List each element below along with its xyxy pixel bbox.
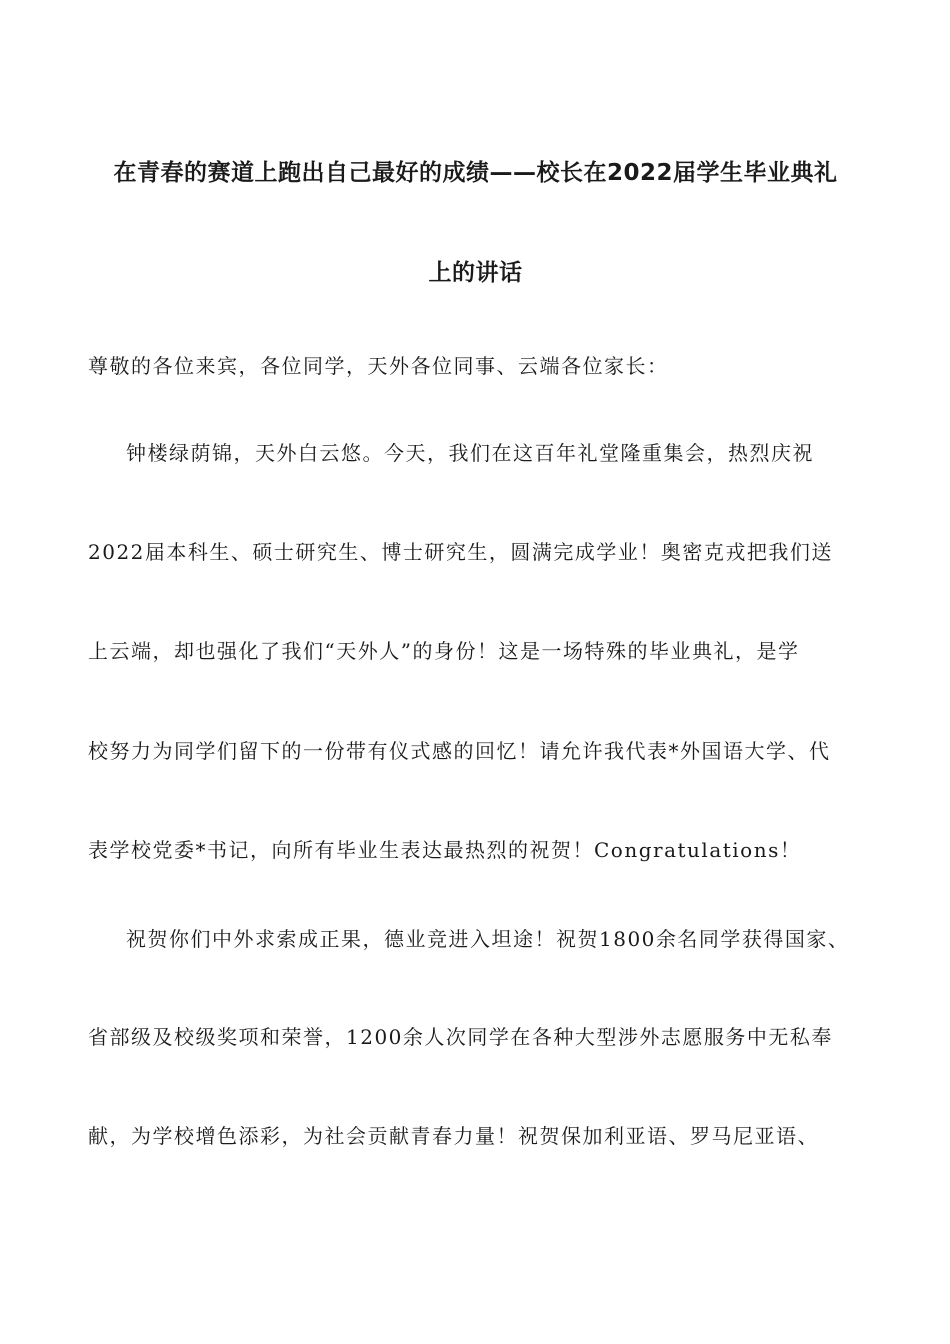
paragraph-2-line-1: 祝贺你们中外求索成正果，德业竞进入坦途！祝贺1800余名同学获得国家、	[126, 927, 850, 951]
paragraph-2-line-2: 省部级及校级奖项和荣誉，1200余人次同学在各种大型涉外志愿服务中无私奉	[88, 1025, 833, 1049]
paragraph-1-line-2: 2022届本科生、硕士研究生、博士研究生，圆满完成学业！奥密克戎把我们送	[88, 540, 833, 564]
paragraph-1-line-5: 表学校党委*书记，向所有毕业生表达最热烈的祝贺！Congratulations！	[88, 838, 802, 862]
paragraph-1-line-4: 校努力为同学们留下的一份带有仪式感的回忆！请允许我代表*外国语大学、代	[88, 739, 831, 763]
title-line-1: 在青春的赛道上跑出自己最好的成绩——校长在2022届学生毕业典礼	[113, 160, 838, 186]
paragraph-2-line-3: 献，为学校增色添彩，为社会贡献青春力量！祝贺保加利亚语、罗马尼亚语、	[88, 1124, 819, 1148]
paragraph-1-line-1: 钟楼绿荫锦，天外白云悠。今天，我们在这百年礼堂隆重集会，热烈庆祝	[126, 441, 814, 465]
title-line-2: 上的讲话	[428, 260, 523, 286]
salutation: 尊敬的各位来宾，各位同学，天外各位同事、云端各位家长：	[88, 354, 669, 378]
paragraph-1-line-3: 上云端，却也强化了我们“天外人”的身份！这是一场特殊的毕业典礼，是学	[88, 639, 800, 663]
